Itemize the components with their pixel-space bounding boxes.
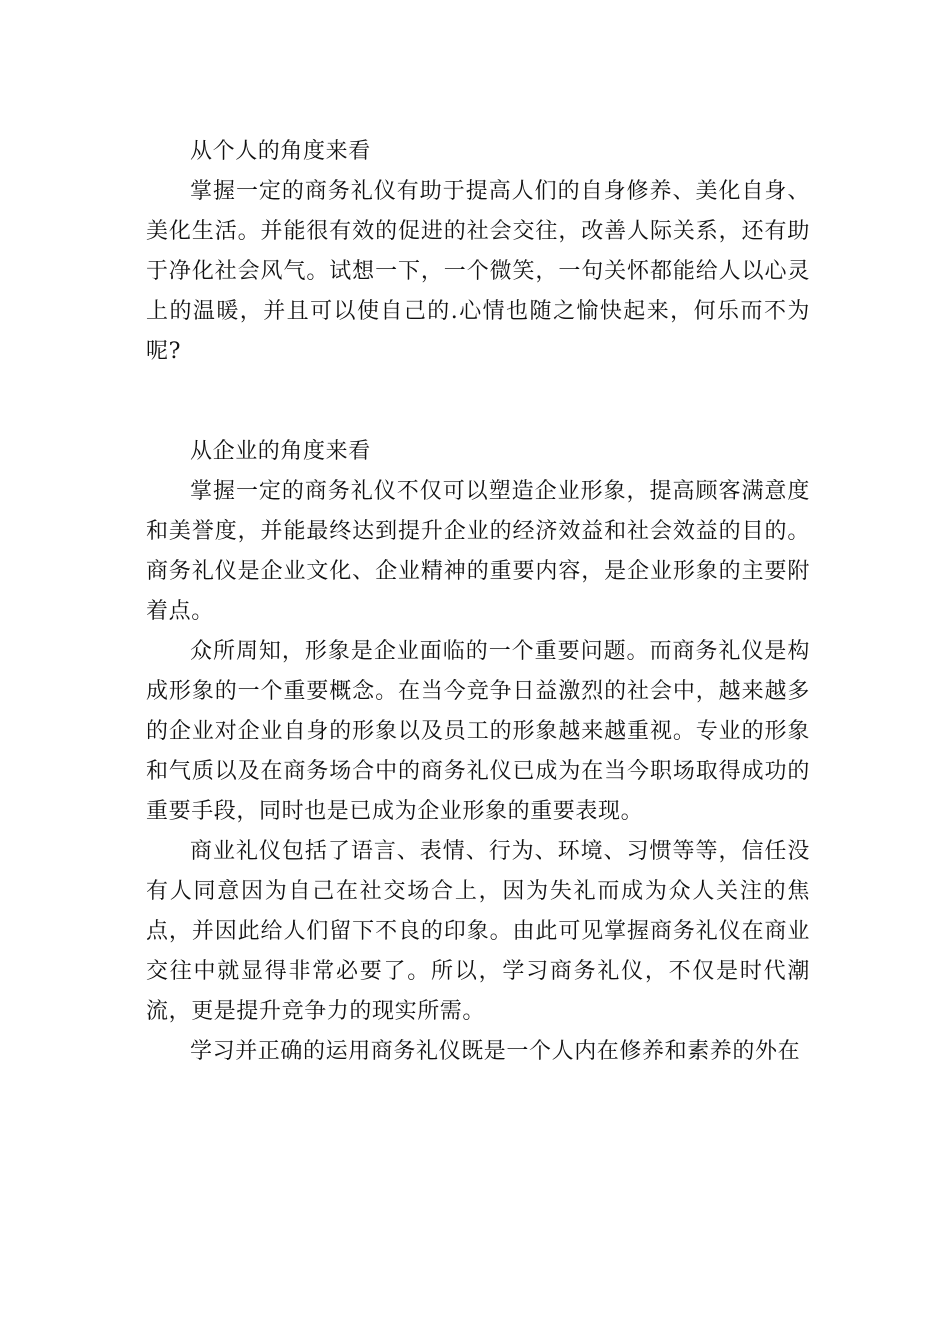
- paragraph-enterprise-2: 众所周知，形象是企业面临的一个重要问题。而商务礼仪是构成形象的一个重要概念。在当今竞争日益激烈的社会中，越来越多的企业对企业自身的形象以及员工的形象越来越重视。专业的形象和气质以及在商务场合中的商务礼仪已成为在当今职场取得成功的重要手段，同时也是已成为企业形象的重要表现。: [146, 639, 810, 824]
- paragraph-enterprise-3: 商业礼仪包括了语言、表情、行为、环境、习惯等等，信任没有人同意因为自己在社交场合上，因为失礼而成为众人关注的焦点，并因此给人们留下不良的印象。由此可见掌握商务礼仪在商业交往中就显得非常必要了。所以，学习商务礼仪，不仅是时代潮流，更是提升竞争力的现实所需。: [146, 839, 810, 1024]
- paragraph-personal-1: 掌握一定的商务礼仪有助于提高人们的自身修养、美化自身、美化生活。并能很有效的促进的社会交往，改善人际关系，还有助于净化社会风气。试想一下，一个微笑，一句关怀都能给人以心灵上的温暖，并且可以使自己的.心情也随之愉快起来，何乐而不为呢?: [146, 179, 810, 364]
- document-body: [146, 132, 810, 1072]
- section-heading-enterprise: 从企业的角度来看: [190, 439, 371, 464]
- paragraph-enterprise-1: 掌握一定的商务礼仪不仅可以塑造企业形象，提高顾客满意度和美誉度，并能最终达到提升企业的经济效益和社会效益的目的。商务礼仪是企业文化、企业精神的重要内容，是企业形象的主要附着点。: [146, 479, 810, 624]
- section-heading-personal: 从个人的角度来看: [190, 139, 371, 164]
- section-gap: [146, 372, 810, 432]
- paragraph-enterprise-4: 学习并正确的运用商务礼仪既是一个人内在修养和素养的外在: [190, 1039, 801, 1064]
